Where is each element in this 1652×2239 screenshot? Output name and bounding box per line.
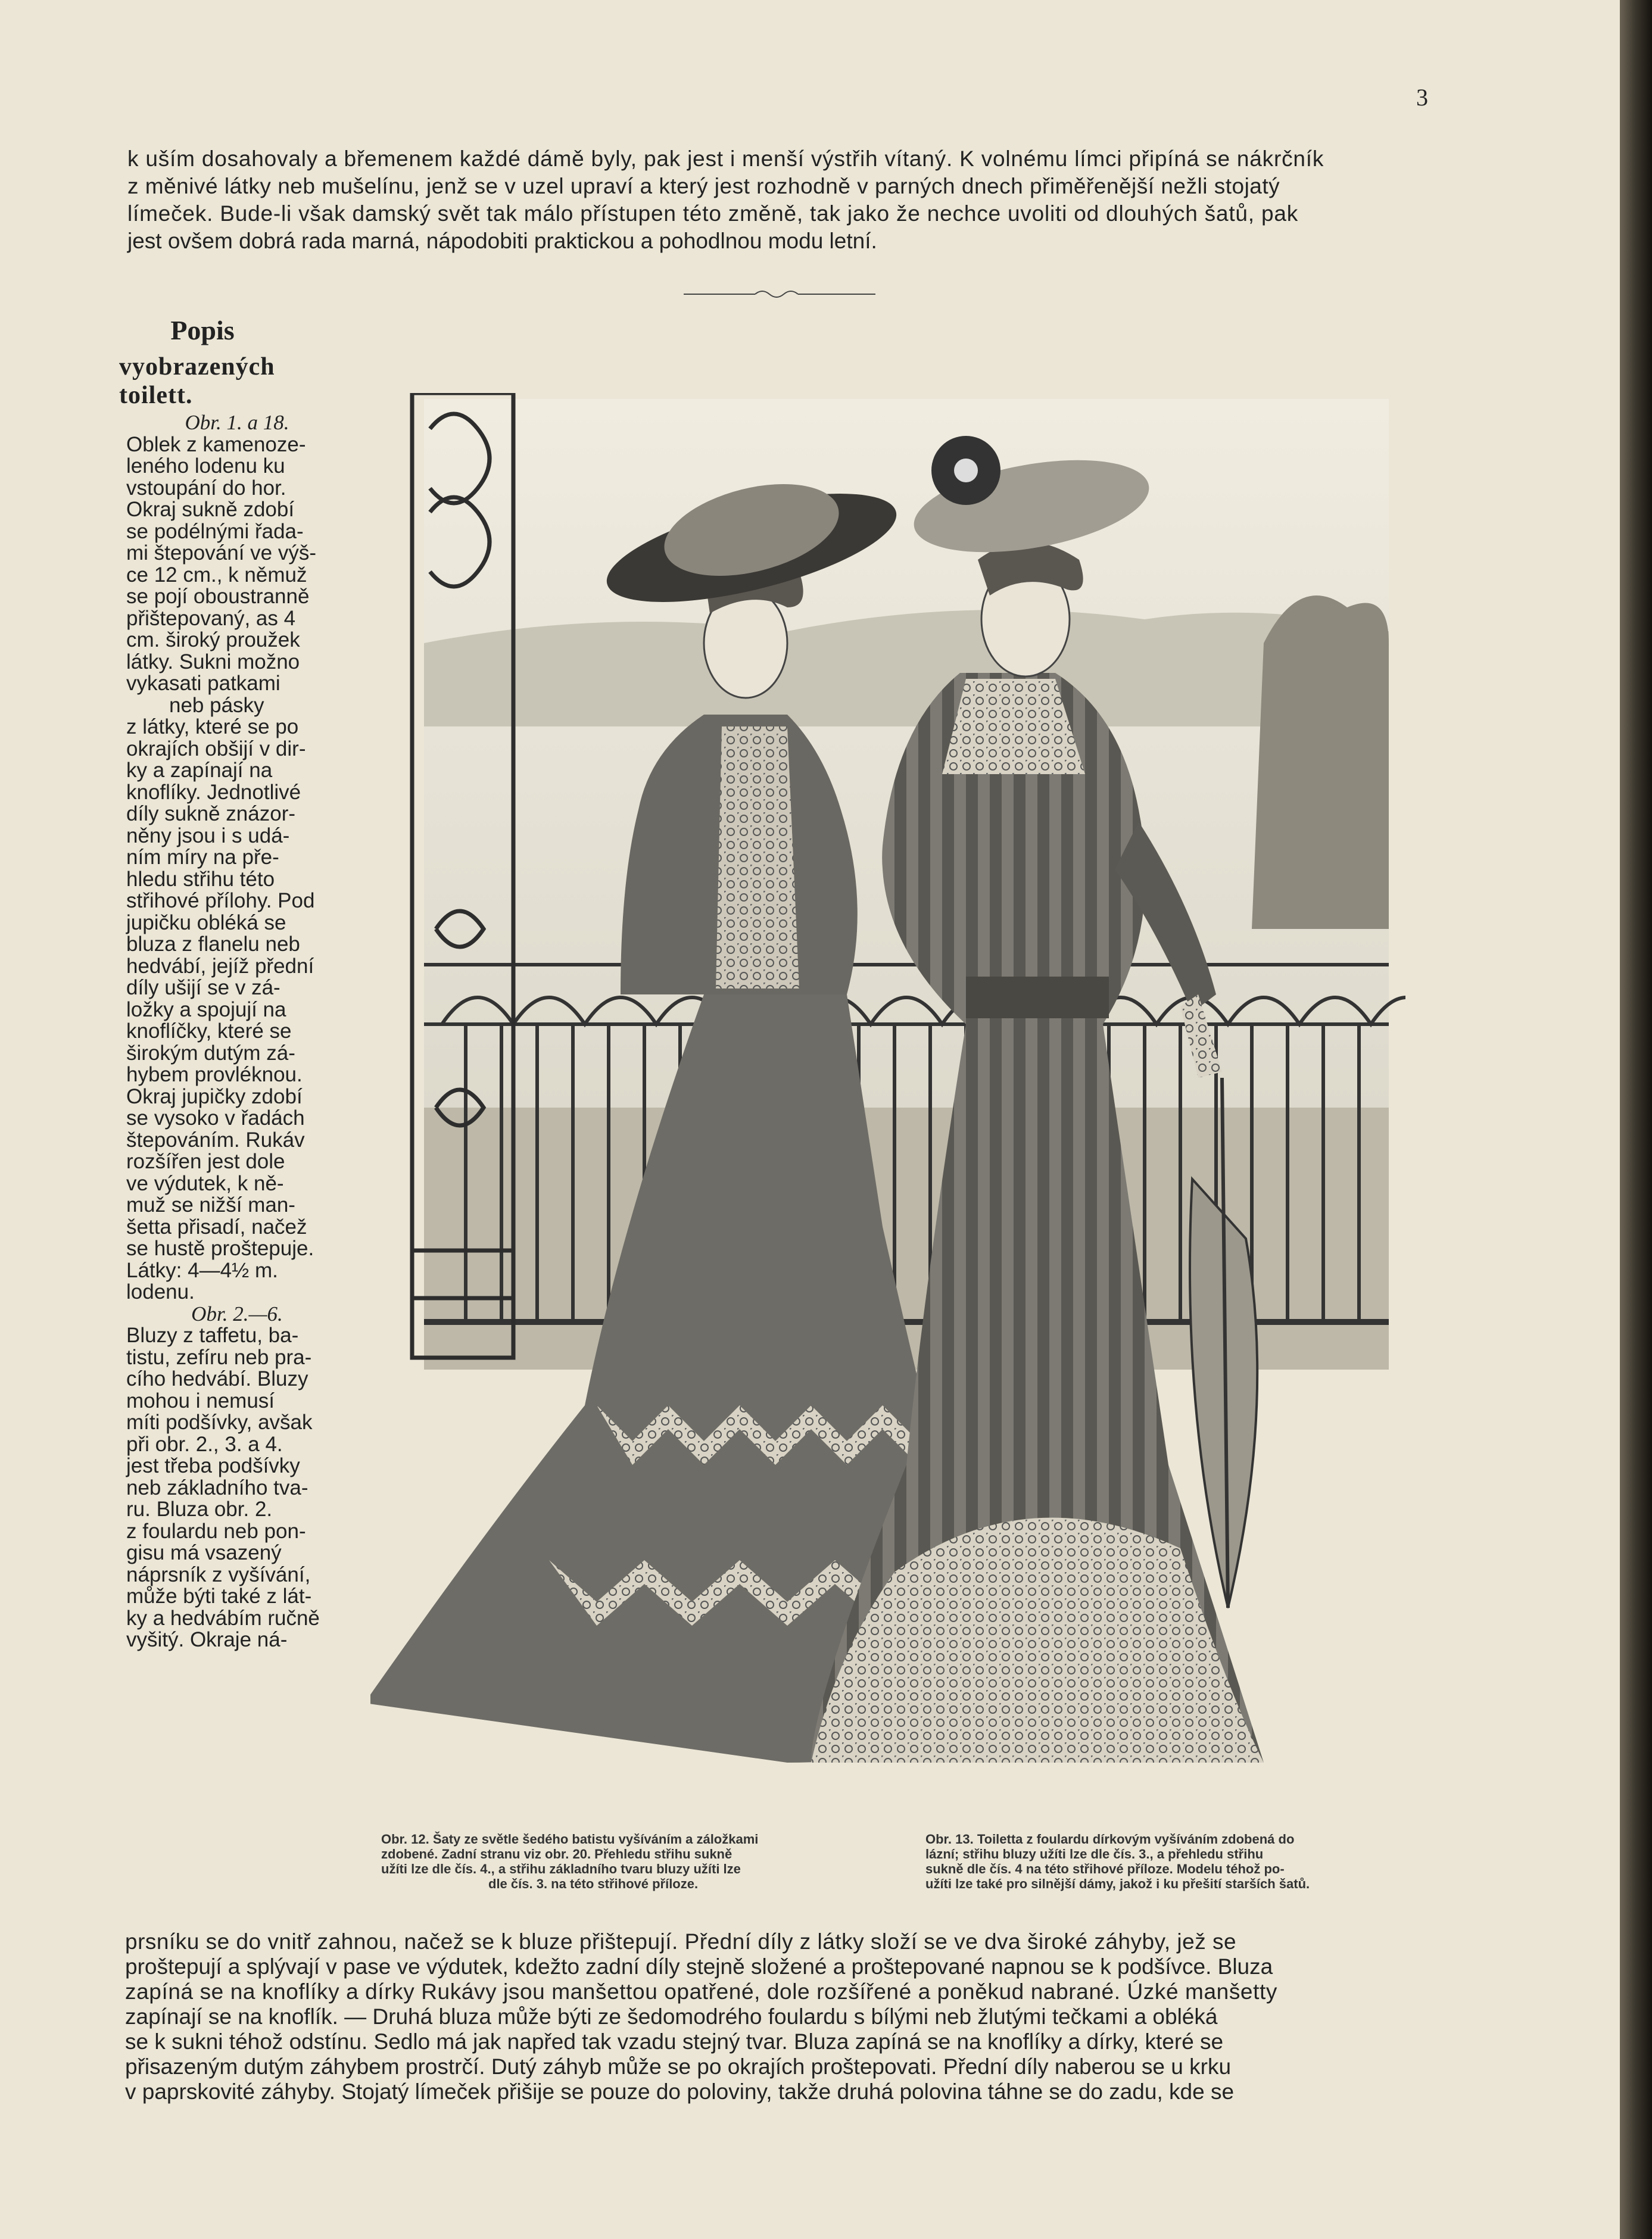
- sidebar-line: ky a zapínají na: [126, 759, 273, 782]
- sidebar-line: Okraj jupičky zdobí: [126, 1084, 303, 1108]
- sidebar-line: díly sukně znázor-: [126, 802, 296, 825]
- sidebar-line: tistu, zefíru neb pra-: [126, 1345, 312, 1369]
- caption-line: Obr. 12. Šaty ze světle šedého batistu vyšíváním a záložkami: [381, 1832, 759, 1847]
- sidebar-line: přištepovaný, as 4: [126, 606, 296, 630]
- sidebar-line: díly ušijí se v zá-: [126, 976, 280, 999]
- body-line: přisazeným dutým záhybem prostrčí. Dutý záhyb může se po okrajích proštepovati. Přední díly naberou se u krku: [125, 2054, 1232, 2079]
- mountains: [424, 610, 1389, 726]
- caption-line: Obr. 13. Toiletta z foulardu dírkovým vyšíváním zdobená do: [925, 1832, 1295, 1847]
- sidebar-line: může býti také z lát-: [126, 1585, 312, 1608]
- sidebar-line: neb pásky: [169, 693, 264, 717]
- sidebar-line: hedvábí, jejíž přední: [126, 954, 314, 978]
- sidebar-line: Okraj sukně zdobí: [126, 498, 295, 521]
- sidebar-line: ním míry na pře-: [126, 846, 279, 869]
- intro-line: z měnivé látky neb mušelínu, jenž se v uzel upraví a který jest rozhodně v parných dnech přiměřenější nežli stojatý: [127, 174, 1280, 198]
- sidebar-line: se vysoko v řadách: [126, 1106, 305, 1130]
- caption-line: lázní; střihu bluzy užíti lze dle čís. 3., a přehledu střihu: [925, 1847, 1264, 1861]
- sidebar-line: střihové přílohy. Pod: [126, 889, 315, 912]
- sidebar-line: jupičku obléká se: [126, 910, 286, 934]
- intro-line: límeček. Bude-li však damský svět tak málo přístupen této změně, tak jako že nechce uvoliti od dlouhých šatů, pak: [127, 201, 1298, 226]
- sidebar-line: něny jsou i s udá-: [126, 824, 290, 847]
- sidebar-line: cm. široký proužek: [126, 628, 300, 651]
- sidebar-line: při obr. 2., 3. a 4.: [126, 1432, 283, 1456]
- sidebar-line: z foulardu neb pon-: [126, 1519, 306, 1543]
- sidebar-line: jest třeba podšívky: [126, 1454, 300, 1477]
- intro-line: k uším dosahovaly a břemenem každé dámě byly, pak jest i menší výstřih vítaný. K volnému límci připíná se nákrčník: [127, 146, 1324, 171]
- figure-reference: Obr. 1. a 18.: [185, 411, 289, 434]
- sidebar-line: šetta přisadí, načež: [126, 1215, 307, 1239]
- figure-caption-left: [381, 1832, 869, 1891]
- sidebar-line: ky a hedvábím ručně: [126, 1606, 320, 1630]
- page-number: 3: [1416, 84, 1428, 111]
- sidebar-line: míti podšívky, avšak: [126, 1411, 313, 1434]
- sidebar-line: lodenu.: [126, 1280, 195, 1304]
- sidebar-line: mohou i nemusí: [126, 1389, 275, 1412]
- sidebar-line: vykasati patkami: [126, 672, 280, 695]
- caption-line: užíti lze dle čís. 4., a střihu základního tvaru bluzy užíti lze: [381, 1861, 741, 1876]
- sidebar-line: se pojí oboustranně: [126, 585, 310, 608]
- section-subtitle: vyobrazených toilett.: [119, 353, 275, 409]
- body-line: v paprskovité záhyby. Stojatý límeček přišije se pouze do poloviny, takže druhá polovina táhne se do zadu, kde se: [125, 2079, 1235, 2104]
- tree: [1252, 595, 1389, 929]
- sidebar-line: náprsník z vyšívání,: [126, 1563, 311, 1586]
- ornament-divider: [684, 287, 875, 301]
- section-title: Popis: [170, 315, 235, 345]
- sidebar-line: leného lodenu ku: [126, 454, 285, 478]
- body-line: zapíná se na knoflíky a dírky Rukávy jsou manšettou opatřené, dole rozšířené a poněkud nabrané. Úzké manšetty: [125, 1979, 1277, 2004]
- fashion-illustration: [370, 393, 1405, 1820]
- intro-paragraph: [127, 145, 1435, 255]
- caption-line: užíti lze také pro silnější dámy, jakož i ku přešití starších šatů.: [925, 1876, 1310, 1891]
- body-line: zapínají se na knoflík. — Druhá bluza může býti ze šedomodrého foulardu s bílými neb žlutými tečkami a obléká: [125, 2004, 1218, 2029]
- sidebar-line: ru. Bluza obr. 2.: [126, 1498, 273, 1521]
- sidebar-line: Bluzy z taffetu, ba-: [126, 1324, 299, 1347]
- figure-reference: Obr. 2.—6.: [191, 1302, 283, 1326]
- caption-line: zdobené. Zadní stranu viz obr. 20. Přehledu střihu sukně: [381, 1847, 733, 1861]
- sidebar-line: neb základního tva-: [126, 1476, 308, 1499]
- book-spine: [1620, 0, 1652, 2239]
- sidebar-line: Oblek z kamenoze-: [126, 432, 306, 456]
- sidebar-line: bluza z flanelu neb: [126, 933, 300, 956]
- caption-line: dle čís. 3. na této střihové příloze.: [488, 1876, 699, 1891]
- sidebar-line: muž se nižší man-: [126, 1193, 295, 1217]
- sidebar-line: štepováním. Rukáv: [126, 1128, 305, 1152]
- sidebar-line: z látky, které se po: [126, 715, 299, 738]
- body-line: prsníku se do vnitř zahnou, načež se k bluze přištepují. Přední díly z látky složí se ve dva široké záhyby, jež se: [125, 1929, 1237, 1954]
- sidebar-line: širokým dutým zá-: [126, 1041, 295, 1065]
- sidebar-line: cího hedvábí. Bluzy: [126, 1367, 308, 1390]
- sidebar-line: ložky a spojují na: [126, 997, 286, 1021]
- figure-caption-right: [925, 1832, 1408, 1891]
- sidebar-line: se podélnými řada-: [126, 519, 304, 543]
- sidebar-line: rozšířen jest dole: [126, 1150, 285, 1173]
- sidebar-line: hybem provléknou.: [126, 1063, 303, 1086]
- sidebar-line: Látky: 4—4½ m.: [126, 1258, 278, 1282]
- sidebar-line: gisu má vsazený: [126, 1541, 282, 1564]
- sidebar-line: mi štepování ve výš-: [126, 541, 316, 565]
- intro-line: jest ovšem dobrá rada marná, nápodobiti praktickou a pohodlnou modu letní.: [127, 229, 877, 253]
- sidebar-line: knoflíčky, které se: [126, 1019, 292, 1043]
- sidebar-line: okrajích obšijí v dir-: [126, 737, 306, 760]
- body-line: proštepují a splývají v pase ve výdutek, kdežto zadní díly stejně složené a proštepované napnou se k podšívce. Bluza: [125, 1954, 1273, 1979]
- sidebar-column: [126, 412, 348, 1651]
- sidebar-line: vyšitý. Okraje ná-: [126, 1628, 288, 1651]
- sidebar-line: hledu střihu této: [126, 867, 275, 891]
- sidebar-line: ce 12 cm., k němuž: [126, 563, 307, 587]
- sidebar-line: látky. Sukni možno: [126, 650, 300, 673]
- sidebar-line: se hustě proštepuje.: [126, 1237, 314, 1260]
- body-line: se k sukni téhož odstínu. Sedlo má jak napřed tak vzadu stejný tvar. Bluza zapíná se na knoflíky a dírky, které se: [125, 2029, 1224, 2054]
- bottom-paragraph: [125, 1929, 1435, 2104]
- caption-line: sukně dle čís. 4 na této střihové příloze. Modelu téhož po-: [925, 1861, 1285, 1876]
- sidebar-line: vstoupání do hor.: [126, 476, 286, 500]
- sidebar-line: ve výdutek, k ně-: [126, 1171, 284, 1195]
- sidebar-line: knoflíky. Jednotlivé: [126, 780, 301, 804]
